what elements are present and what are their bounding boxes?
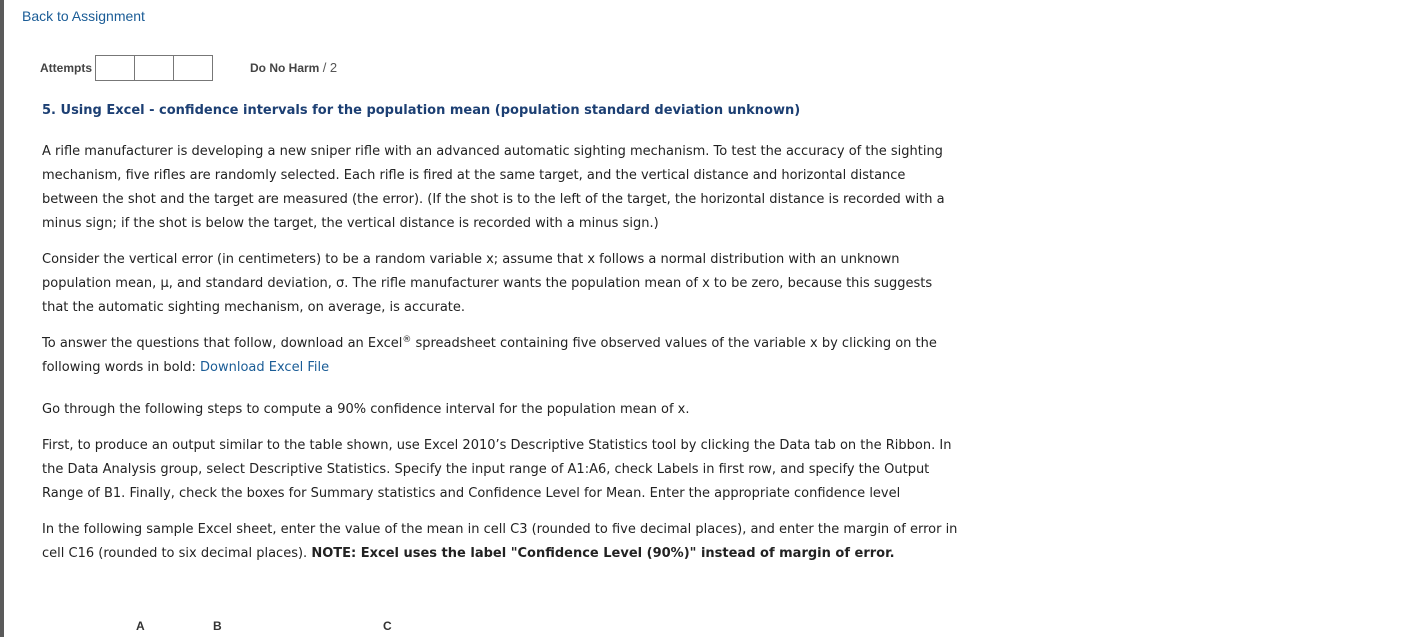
paragraph-intro: A rifle manufacturer is developing a new sniper rifle with an advanced automatic sighting mechanism. To test the accuracy of the sighting mechanism, five rifles are randomly selected. Each rifle is fired at the same target, and the vertical distance and horizontal distance between the shot and the target are measured (the error). (If the shot is to the left of the target, the horizontal distance is recorded with a minus sign; if the shot is below the target, the vertical distance is recorded with a minus sign.) bbox=[42, 144, 945, 231]
back-to-assignment-link[interactable]: Back to Assignment bbox=[22, 8, 145, 24]
registered-mark: ® bbox=[402, 335, 412, 345]
download-excel-link[interactable]: Download Excel File bbox=[200, 360, 330, 375]
paragraph-steps: Go through the following steps to compute a 90% confidence interval for the population mean of x. bbox=[42, 402, 690, 417]
attempts-label: Attempts bbox=[40, 61, 93, 75]
sheet-column-a-header: A bbox=[136, 619, 145, 633]
paragraph-instructions: First, to produce an output similar to the table shown, use Excel 2010’s Descriptive Statistics tool by clicking the Data tab on the Ribbon. In the Data Analysis group, select Descriptive Statistics. Specify the input range of A1:A6, check Labels in first row, and specify the Output Range of B1. Finally, check the boxes for Summary statistics and Confidence Level for Mean. Enter the appropriate confidence level bbox=[42, 438, 952, 501]
paragraph-download bbox=[42, 332, 960, 380]
question-title: 5. Using Excel - confidence intervals for the population mean (population standard deviation unknown) bbox=[42, 103, 801, 118]
sheet-column-c-header: C bbox=[383, 619, 392, 633]
sheet-column-b-header: B bbox=[213, 619, 222, 633]
attempt-box-3 bbox=[173, 55, 213, 81]
attempt-box-1 bbox=[95, 55, 135, 81]
do-no-harm-label: Do No Harm bbox=[250, 61, 320, 75]
download-text-b: spreadsheet containing five observed values of the variable x by clicking on the following words in bold: bbox=[42, 336, 937, 375]
attempt-box-2 bbox=[134, 55, 174, 81]
download-text-a: To answer the questions that follow, download an Excel bbox=[42, 336, 403, 351]
points-total: / 2 bbox=[322, 60, 338, 75]
do-no-harm-score bbox=[250, 60, 337, 75]
left-edge-bar bbox=[0, 0, 4, 637]
paragraph-variable: Consider the vertical error (in centimeters) to be a random variable x; assume that x follows a normal distribution with an unknown population mean, μ, and standard deviation, σ. The rifle manufacturer wants the population mean of x to be zero, because this suggests that the automatic sighting mechanism, on average, is accurate. bbox=[42, 252, 933, 315]
sample-sheet-text: In the following sample Excel sheet, enter the value of the mean in cell C3 (rounded to five decimal places), and enter the margin of error in cell C16 (rounded to six decimal places). bbox=[42, 522, 958, 561]
attempts-row bbox=[40, 55, 213, 81]
excel-note: NOTE: Excel uses the label "Confidence Level (90%)" instead of margin of error. bbox=[311, 546, 895, 561]
question-body bbox=[42, 140, 960, 578]
paragraph-sample-sheet bbox=[42, 518, 960, 566]
